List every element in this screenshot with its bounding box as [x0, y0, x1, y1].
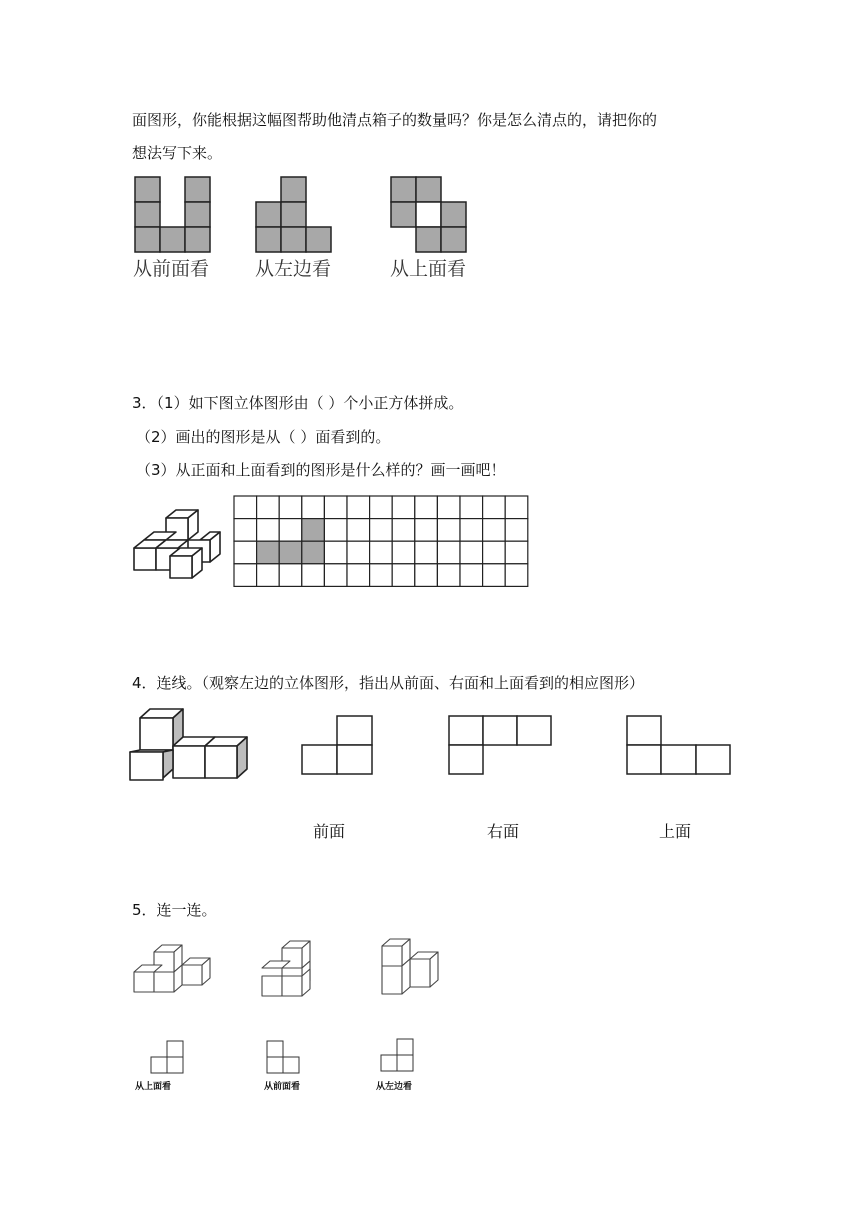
grid-cell[interactable] [257, 496, 280, 519]
q5-view-1[interactable] [150, 1040, 190, 1080]
grid-cell[interactable] [324, 519, 347, 542]
left-view-figure [255, 176, 335, 256]
q5-figure-b[interactable] [258, 938, 338, 1003]
grid-cell[interactable] [370, 564, 393, 587]
q5-figure-c[interactable] [380, 936, 460, 1001]
grid-cell[interactable] [437, 541, 460, 564]
grid-cell[interactable] [460, 519, 483, 542]
grid-cell[interactable] [392, 519, 415, 542]
q3-line-3: （3）从正面和上面看到的图形是什么样的？画一画吧！ [136, 461, 506, 479]
grid-cell[interactable] [257, 519, 280, 542]
grid-cell[interactable] [505, 564, 528, 587]
q5-label-2: 从前面看 [264, 1082, 301, 1092]
q3-line-2: （2）画出的图形是从（ ）面看到的。 [136, 428, 391, 446]
grid-cell[interactable] [279, 519, 302, 542]
grid-cell[interactable] [234, 564, 257, 587]
q5-view-3[interactable] [380, 1038, 420, 1078]
grid-cell[interactable] [415, 519, 438, 542]
grid-cell[interactable] [302, 564, 325, 587]
q4-title: 4．连线。（观察左边的立体图形，指出从前面、右面和上面看到的相应图形） [132, 674, 645, 692]
grid-cell-shaded[interactable] [302, 541, 325, 564]
grid-cell-shaded[interactable] [257, 541, 280, 564]
q5-label-3: 从左边看 [376, 1082, 413, 1092]
grid-cell[interactable] [437, 496, 460, 519]
grid-cell[interactable] [370, 519, 393, 542]
grid-cell[interactable] [483, 519, 506, 542]
q5-label-1: 从上面看 [135, 1082, 172, 1092]
q3-cube-figure [132, 508, 232, 588]
grid-cell[interactable] [415, 496, 438, 519]
grid-cell[interactable] [257, 564, 280, 587]
grid-cell[interactable] [347, 541, 370, 564]
grid-cell[interactable] [347, 564, 370, 587]
grid-cell[interactable] [460, 564, 483, 587]
q4-option-front[interactable] [301, 715, 376, 777]
grid-cell[interactable] [392, 541, 415, 564]
q4-cube-figure [128, 706, 258, 786]
grid-cell[interactable] [324, 564, 347, 587]
grid-cell[interactable] [324, 541, 347, 564]
q5-title: 5．连一连。 [132, 901, 217, 919]
grid-cell[interactable] [415, 564, 438, 587]
grid-cell[interactable] [415, 541, 438, 564]
intro-line-2: 想法写下来。 [132, 144, 223, 162]
grid-cell[interactable] [302, 496, 325, 519]
intro-line-1: 面图形，你能根据这幅图帮助他清点箱子的数量吗？你是怎么清点的，请把你的 [132, 111, 658, 129]
grid-cell-shaded[interactable] [279, 541, 302, 564]
q4-option-right[interactable] [448, 715, 558, 777]
grid-cell[interactable] [437, 564, 460, 587]
grid-cell[interactable] [347, 496, 370, 519]
grid-cell[interactable] [279, 564, 302, 587]
q5-figure-a[interactable] [132, 940, 222, 1000]
grid-cell[interactable] [234, 519, 257, 542]
grid-cell[interactable] [370, 496, 393, 519]
grid-cell[interactable] [392, 564, 415, 587]
grid-cell[interactable] [370, 541, 393, 564]
q5-view-2[interactable] [266, 1040, 306, 1080]
grid-cell[interactable] [505, 519, 528, 542]
grid-cell[interactable] [324, 496, 347, 519]
caption-top: 从上面看 [390, 258, 467, 280]
grid-cell[interactable] [347, 519, 370, 542]
grid-cell-shaded[interactable] [302, 519, 325, 542]
q3-line-1: 3．（1）如下图立体图形由（ ）个小正方体拼成。 [132, 394, 464, 412]
q4-label-top: 上面 [659, 822, 692, 841]
grid-cell[interactable] [437, 519, 460, 542]
q4-option-top[interactable] [626, 715, 736, 777]
grid-cell[interactable] [483, 541, 506, 564]
grid-cell[interactable] [279, 496, 302, 519]
grid-cell[interactable] [392, 496, 415, 519]
grid-cell[interactable] [505, 541, 528, 564]
q4-label-front: 前面 [313, 822, 346, 841]
grid-cell[interactable] [460, 496, 483, 519]
grid-cell[interactable] [234, 496, 257, 519]
caption-front: 从前面看 [133, 258, 210, 280]
caption-left: 从左边看 [255, 258, 332, 280]
top-view-figure [390, 176, 470, 256]
grid-cell[interactable] [483, 564, 506, 587]
grid-cell[interactable] [483, 496, 506, 519]
grid-cell[interactable] [505, 496, 528, 519]
q4-label-right: 右面 [487, 822, 520, 841]
grid-cell[interactable] [234, 541, 257, 564]
grid-cell[interactable] [460, 541, 483, 564]
q3-drawing-grid[interactable] [233, 495, 533, 590]
front-view-figure [134, 176, 214, 256]
